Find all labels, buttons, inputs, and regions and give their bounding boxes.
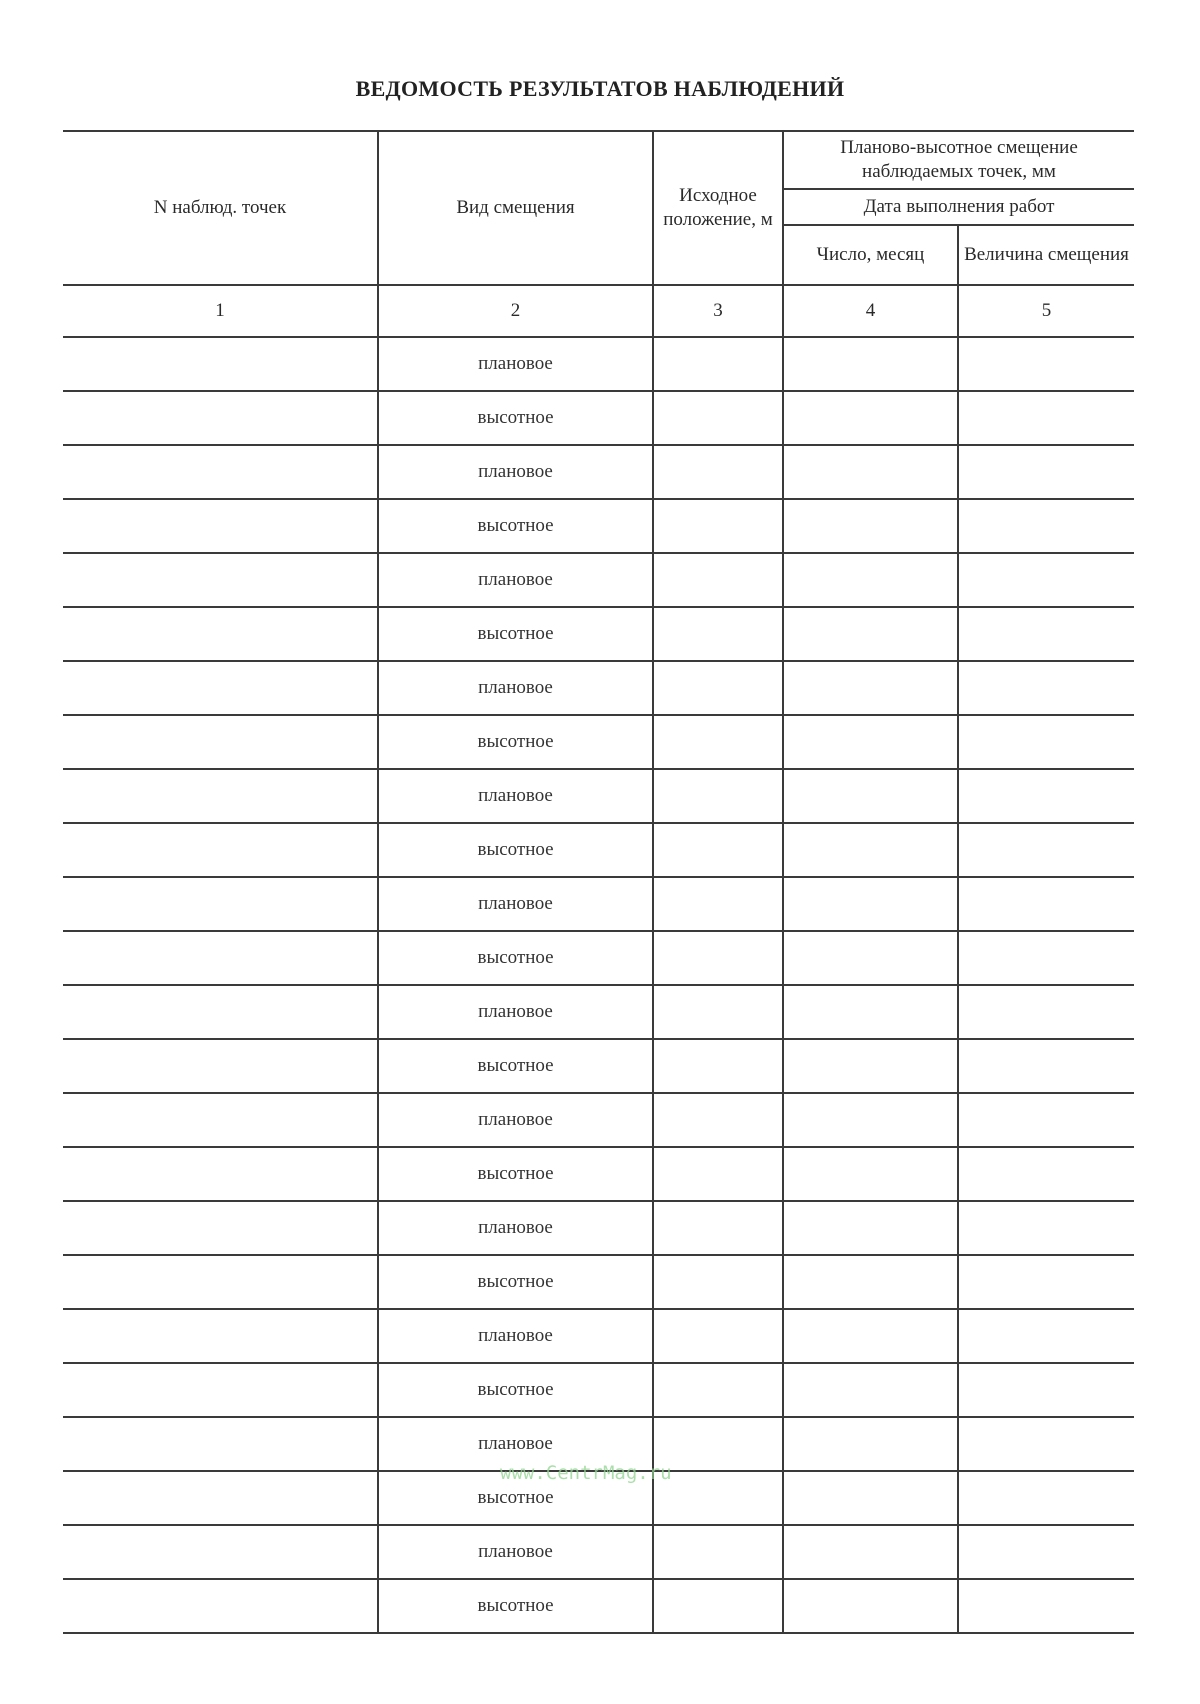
initial-position-cell[interactable] [653,1579,783,1633]
value-cell[interactable] [958,1525,1134,1579]
date-cell[interactable] [783,553,958,607]
point-number-cell[interactable] [63,985,378,1039]
value-cell[interactable] [958,607,1134,661]
point-number-cell[interactable] [63,1579,378,1633]
kind-cell: высотное [378,1039,653,1093]
table-row [63,823,1134,877]
table-row [63,445,1134,499]
date-cell[interactable] [783,1363,958,1417]
table-row [63,1201,1134,1255]
kind-cell: высотное [378,1363,653,1417]
kind-cell: плановое [378,661,653,715]
date-cell[interactable] [783,1417,958,1471]
value-cell[interactable] [958,877,1134,931]
observation-results-table [63,130,1134,1634]
value-cell[interactable] [958,1309,1134,1363]
value-cell[interactable] [958,1147,1134,1201]
initial-position-cell[interactable] [653,1309,783,1363]
date-cell[interactable] [783,661,958,715]
value-cell[interactable] [958,823,1134,877]
date-cell[interactable] [783,391,958,445]
value-cell[interactable] [958,1363,1134,1417]
table-row [63,1309,1134,1363]
kind-cell: высотное [378,391,653,445]
date-cell[interactable] [783,823,958,877]
value-cell[interactable] [958,1471,1134,1525]
kind-cell: плановое [378,1201,653,1255]
table-row [63,1363,1134,1417]
point-number-cell[interactable] [63,445,378,499]
kind-cell: плановое [378,445,653,499]
point-number-cell[interactable] [63,877,378,931]
kind-cell: плановое [378,1417,653,1471]
initial-position-cell[interactable] [653,1039,783,1093]
table-row [63,985,1134,1039]
value-cell[interactable] [958,985,1134,1039]
kind-cell: плановое [378,553,653,607]
table-row [63,931,1134,985]
value-cell[interactable] [958,769,1134,823]
initial-position-cell[interactable] [653,1147,783,1201]
date-cell[interactable] [783,769,958,823]
table-row [63,715,1134,769]
date-cell[interactable] [783,1525,958,1579]
point-number-cell[interactable] [63,931,378,985]
table-row [63,391,1134,445]
kind-cell: высотное [378,1147,653,1201]
value-cell[interactable] [958,661,1134,715]
header-work-date: Дата выполнения работ [783,189,1134,225]
initial-position-cell[interactable] [653,499,783,553]
initial-position-cell[interactable] [653,553,783,607]
kind-cell: плановое [378,877,653,931]
column-number-cell: 4 [783,285,958,337]
point-number-cell[interactable] [63,1525,378,1579]
initial-position-cell[interactable] [653,337,783,391]
column-number-cell: 3 [653,285,783,337]
kind-cell: плановое [378,1525,653,1579]
value-cell[interactable] [958,553,1134,607]
initial-position-cell[interactable] [653,931,783,985]
initial-position-cell[interactable] [653,607,783,661]
table-row [63,337,1134,391]
date-cell[interactable] [783,931,958,985]
kind-cell: высотное [378,931,653,985]
date-cell[interactable] [783,1309,958,1363]
initial-position-cell[interactable] [653,877,783,931]
value-cell[interactable] [958,1579,1134,1633]
point-number-cell[interactable] [63,499,378,553]
value-cell[interactable] [958,1417,1134,1471]
initial-position-cell[interactable] [653,1093,783,1147]
date-cell[interactable] [783,1471,958,1525]
value-cell[interactable] [958,1093,1134,1147]
initial-position-cell[interactable] [653,391,783,445]
initial-position-cell[interactable] [653,823,783,877]
date-cell[interactable] [783,1093,958,1147]
kind-cell: высотное [378,1579,653,1633]
kind-cell: плановое [378,1093,653,1147]
column-number-cell: 2 [378,285,653,337]
value-cell[interactable] [958,1039,1134,1093]
header-point-number: N наблюд. точек [63,131,378,285]
initial-position-cell[interactable] [653,1255,783,1309]
point-number-cell[interactable] [63,1093,378,1147]
point-number-cell[interactable] [63,1201,378,1255]
date-cell[interactable] [783,1039,958,1093]
point-number-cell[interactable] [63,1255,378,1309]
date-cell[interactable] [783,1255,958,1309]
date-cell[interactable] [783,337,958,391]
header-displacement-kind: Вид смещения [378,131,653,285]
table-row [63,1093,1134,1147]
header-day-month: Число, месяц [783,225,958,285]
initial-position-cell[interactable] [653,1471,783,1525]
initial-position-cell[interactable] [653,1363,783,1417]
value-cell[interactable] [958,715,1134,769]
initial-position-cell[interactable] [653,715,783,769]
table-row [63,661,1134,715]
point-number-cell[interactable] [63,1039,378,1093]
column-number-cell: 5 [958,285,1134,337]
initial-position-cell[interactable] [653,1201,783,1255]
table-row [63,1147,1134,1201]
header-displacement-value: Величина смещения [958,225,1134,285]
date-cell[interactable] [783,445,958,499]
header-displacement-group: Планово-высотное смещение наблюдаемых точек, мм [783,131,1134,189]
initial-position-cell[interactable] [653,445,783,499]
value-cell[interactable] [958,499,1134,553]
date-cell[interactable] [783,499,958,553]
initial-position-cell[interactable] [653,1525,783,1579]
date-cell[interactable] [783,1579,958,1633]
column-number-cell: 1 [63,285,378,337]
table-row [63,1039,1134,1093]
kind-cell: высотное [378,823,653,877]
table-row [63,607,1134,661]
value-cell[interactable] [958,931,1134,985]
table-row [63,877,1134,931]
point-number-cell[interactable] [63,553,378,607]
table-row [63,1255,1134,1309]
value-cell[interactable] [958,337,1134,391]
point-number-cell[interactable] [63,715,378,769]
kind-cell: высотное [378,1255,653,1309]
column-number-row [63,285,1134,337]
kind-cell: плановое [378,1309,653,1363]
value-cell[interactable] [958,391,1134,445]
initial-position-cell[interactable] [653,661,783,715]
point-number-cell[interactable] [63,337,378,391]
kind-cell: плановое [378,337,653,391]
initial-position-cell[interactable] [653,1417,783,1471]
table-row [63,1579,1134,1633]
value-cell[interactable] [958,1201,1134,1255]
date-cell[interactable] [783,877,958,931]
date-cell[interactable] [783,607,958,661]
point-number-cell[interactable] [63,661,378,715]
value-cell[interactable] [958,1255,1134,1309]
kind-cell: высотное [378,1471,653,1525]
watermark: www.CentrMag.ru [500,1462,672,1484]
point-number-cell[interactable] [63,1147,378,1201]
table-row [63,1525,1134,1579]
date-cell[interactable] [783,1201,958,1255]
table-row [63,769,1134,823]
point-number-cell[interactable] [63,769,378,823]
point-number-cell[interactable] [63,1309,378,1363]
point-number-cell[interactable] [63,391,378,445]
initial-position-cell[interactable] [653,985,783,1039]
table-row [63,499,1134,553]
point-number-cell[interactable] [63,1471,378,1525]
header-initial-position: Исходное положение, м [653,131,783,285]
point-number-cell[interactable] [63,823,378,877]
kind-cell: плановое [378,769,653,823]
page-title: ВЕДОМОСТЬ РЕЗУЛЬТАТОВ НАБЛЮДЕНИЙ [355,76,845,101]
kind-cell: высотное [378,715,653,769]
point-number-cell[interactable] [63,1417,378,1471]
point-number-cell[interactable] [63,1363,378,1417]
table-row [63,553,1134,607]
point-number-cell[interactable] [63,607,378,661]
kind-cell: высотное [378,607,653,661]
date-cell[interactable] [783,715,958,769]
kind-cell: плановое [378,985,653,1039]
date-cell[interactable] [783,985,958,1039]
value-cell[interactable] [958,445,1134,499]
initial-position-cell[interactable] [653,769,783,823]
kind-cell: высотное [378,499,653,553]
table-body [63,337,1134,1633]
date-cell[interactable] [783,1147,958,1201]
